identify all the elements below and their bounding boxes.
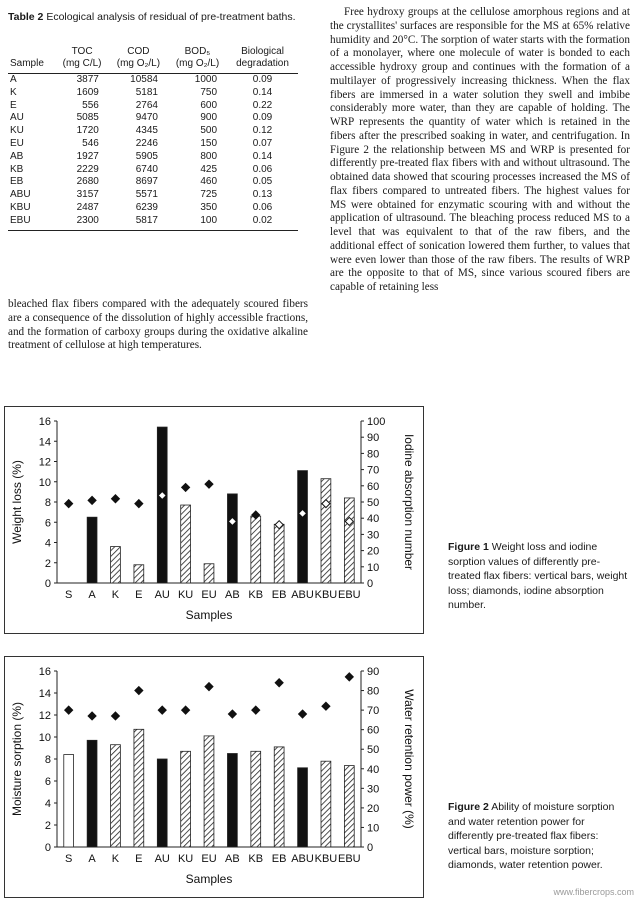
table-cell: 4345	[135, 125, 158, 137]
table-row	[8, 176, 298, 189]
right-tick-label: 90	[367, 666, 380, 678]
bar-ABU	[298, 471, 308, 583]
table-cell: 10584	[130, 74, 158, 85]
table-cell: 0.02	[227, 215, 298, 230]
table-cell: 546	[82, 137, 99, 149]
right-tick-label: 70	[367, 464, 380, 477]
table-cell-sample: EBU	[8, 215, 55, 230]
table-row	[8, 100, 298, 113]
left-tick-label: 4	[44, 798, 51, 810]
left-tick-label: 10	[38, 476, 51, 489]
diamond-AU	[158, 706, 166, 714]
right-tick-label: 50	[367, 744, 380, 757]
diamond-K	[111, 712, 119, 720]
left-tick-label: 16	[38, 416, 51, 428]
bar-KBU	[321, 761, 331, 847]
table-cell: 0.07	[252, 137, 273, 149]
right-axis-title: Iodine absorption number	[402, 433, 416, 571]
table-cell-sample: K	[10, 86, 17, 98]
figure-1-svg	[5, 407, 423, 633]
figure-1-chart	[4, 406, 424, 634]
bar-AU	[157, 427, 167, 583]
table-2-caption	[8, 10, 308, 24]
table-cell: 3877	[76, 74, 99, 85]
figure-1-label: Figure 1	[448, 541, 489, 553]
left-column-text: bleached flax fibers compared with the adequately scoured fibers are a consequence of the dissolution of highly accessible fractions, and the formation of carboxy groups during the oxidative alkaline treatment of cellulose at high temperatures.	[8, 298, 308, 352]
right-tick-label: 20	[367, 802, 380, 815]
figure-2-svg	[5, 657, 423, 897]
table-cell: 3157	[76, 189, 99, 201]
left-tick-label: 0	[44, 842, 51, 854]
table-header-row	[8, 46, 298, 74]
table-cell-sample: AU	[10, 112, 24, 124]
bar-EBU	[344, 766, 354, 847]
left-axis-title: Moisture sorption (%)	[10, 701, 24, 817]
x-tick-label: KB	[248, 853, 264, 865]
bar-EBU	[344, 498, 354, 583]
col-header-toc: TOC (mg C/L)	[55, 46, 109, 74]
bar-KB	[251, 751, 261, 847]
table-cell: 0.06	[252, 201, 273, 213]
diamond-EU	[205, 480, 213, 488]
table-cell: 9470	[135, 112, 158, 124]
diamond-E	[135, 687, 143, 695]
x-tick-label: E	[135, 589, 143, 601]
right-tick-label: 80	[367, 448, 380, 461]
table-cell: 5905	[135, 150, 158, 162]
right-tick-label: 50	[367, 497, 380, 509]
right-column-text: Free hydroxy groups at the cellulose amorphous regions and at the crystallites' surfaces are responsible for the MS at 65% relative humidity and 20°C. The sorption of water starts with the formation of a monolayer, where one molecule of water is bonded to each accessible hydroxy group and continues with the formation of a multilayer of progressively increasing thickness. When the flax fibers are immersed in a water solution they swell and imbibe considerably more water, than they are capable of holding. The WRP represents the quantity of water which is retained in the fibers after the prescribed soaking in water, and centrifugation. In Figure 2 the relationship between MS and WRP is presented for differently pre-treated flax fibers with and without ultrasound. The obtained data showed that scouring processes increased the MS of flax fibers compared to untreated fibers. The highest values for MS were obtained for enzymatic scouring with and without the application of ultrasound. The bleaching process reduced MS to a level that was equivalent to that of the raw fibers, and the additional effect of sonication lowered them further, to values that were even lower than those of the raw fibers. The results of WRP are the opposite to that of MS, since various scoured fibers are capable of retaining less	[330, 6, 630, 293]
table-cell-sample: EB	[10, 176, 24, 188]
figure-2-label: Figure 2	[448, 801, 489, 813]
table-cell: 750	[200, 86, 218, 98]
table-cell: 0.14	[252, 86, 273, 98]
bar-E	[134, 729, 144, 847]
table-cell: 2680	[76, 176, 99, 188]
right-axis-title: Water retention power (%)	[402, 689, 416, 829]
x-tick-label: EBU	[337, 853, 361, 865]
right-tick-label: 40	[367, 513, 380, 526]
x-tick-label: K	[111, 589, 120, 601]
table-cell: 0.09	[252, 74, 273, 85]
table-cell: 350	[200, 201, 218, 213]
table-cell: 0.06	[252, 163, 273, 175]
table-row	[8, 87, 298, 100]
table-cell: 425	[200, 163, 218, 175]
table-cell: 0.13	[252, 189, 273, 201]
table-cell: 725	[200, 189, 218, 201]
table-cell: 2300	[55, 215, 109, 230]
diamond-KBU	[322, 702, 330, 710]
table-cell: 500	[200, 125, 218, 137]
left-tick-label: 12	[38, 710, 51, 722]
right-tick-label: 10	[367, 561, 380, 574]
x-tick-label: AB	[225, 589, 240, 601]
table-cell-sample: ABU	[10, 189, 31, 201]
table-cell: 2764	[135, 99, 158, 111]
col-header-bod: BOD₅ (mg O₂/L)	[168, 46, 227, 74]
watermark-text: www.fibercrops.com	[553, 887, 634, 897]
left-tick-label: 14	[38, 688, 51, 700]
diamond-EU	[205, 683, 213, 691]
x-tick-label: A	[88, 853, 96, 865]
left-tick-label: 14	[38, 436, 51, 449]
col-header-sample: Sample	[8, 46, 55, 74]
table-cell: 6740	[135, 163, 158, 175]
x-tick-label: AU	[154, 853, 170, 865]
col-header-cod: COD (mg O₂/L)	[109, 46, 168, 74]
x-tick-label: E	[135, 853, 143, 865]
x-tick-label: KU	[177, 589, 194, 601]
bar-EU	[204, 736, 214, 847]
table-row	[8, 138, 298, 151]
bar-KU	[181, 751, 191, 847]
col-header-biodeg: Biological degradation	[227, 46, 298, 74]
table-cell: 5181	[135, 86, 158, 98]
table-cell-sample: KU	[10, 125, 24, 137]
x-tick-label: KBU	[314, 589, 338, 601]
right-tick-label: 60	[367, 724, 380, 737]
figure-1-caption	[448, 540, 628, 613]
right-tick-label: 70	[367, 705, 380, 718]
table-cell: 2229	[76, 163, 99, 175]
table-cell: 900	[200, 112, 218, 124]
x-tick-label: EB	[271, 589, 287, 601]
x-axis-title: Samples	[185, 872, 233, 886]
table-cell: 8697	[135, 176, 158, 188]
bar-AB	[227, 494, 237, 583]
left-tick-label: 4	[44, 537, 51, 550]
table-cell: 556	[82, 99, 99, 111]
x-tick-label: ABU	[291, 853, 314, 865]
diamond-E	[135, 500, 143, 508]
diamond-S	[65, 500, 73, 508]
left-tick-label: 10	[38, 732, 51, 744]
bar-A	[87, 740, 97, 847]
x-tick-label: EB	[271, 853, 287, 865]
table-cell: 100	[168, 215, 227, 230]
diamond-KU	[182, 706, 190, 714]
table-cell: 0.09	[252, 112, 273, 124]
figure-2-caption-text: Ability of moisture sorption and water retention power for differently pre-treated flax fibers: vertical bars, moisture sorption; diamonds, water retention power.	[448, 801, 615, 871]
diamond-ABU	[299, 710, 307, 718]
bar-KU	[181, 505, 191, 583]
x-tick-label: ABU	[291, 589, 314, 601]
right-tick-label: 0	[367, 578, 374, 590]
left-tick-label: 6	[44, 517, 51, 530]
bar-KBU	[321, 479, 331, 583]
right-tick-label: 10	[367, 822, 380, 835]
table-cell: 0.05	[252, 176, 273, 188]
table-row	[8, 74, 298, 87]
x-tick-label: EU	[201, 589, 217, 601]
table-cell-sample: E	[10, 99, 17, 111]
table-cell: 800	[200, 150, 218, 162]
table-2-caption-text: Ecological analysis of residual of pre-treatment baths.	[46, 11, 296, 23]
diamond-EBU	[345, 673, 353, 681]
bar-E	[134, 565, 144, 583]
diamond-A	[88, 712, 96, 720]
bar-K	[111, 547, 121, 583]
table-cell-sample: EU	[10, 137, 24, 149]
table-cell: 460	[200, 176, 218, 188]
table-row	[8, 125, 298, 138]
table-cell: 150	[200, 137, 218, 149]
right-tick-label: 80	[367, 685, 380, 698]
table-2	[8, 46, 298, 231]
table-cell: 0.14	[252, 150, 273, 162]
table-cell: 1000	[194, 74, 218, 85]
table-cell: 0.22	[252, 99, 273, 111]
diamond-KU	[182, 483, 190, 491]
table-row	[8, 202, 298, 215]
left-tick-label: 8	[44, 497, 51, 509]
x-tick-label: AB	[225, 853, 240, 865]
bar-AU	[157, 759, 167, 847]
left-tick-label: 12	[38, 456, 51, 469]
right-tick-label: 30	[367, 783, 380, 796]
diamond-K	[111, 495, 119, 503]
x-tick-label: EBU	[337, 589, 361, 601]
right-tick-label: 90	[367, 432, 380, 445]
table-cell: 1609	[76, 86, 99, 98]
table-cell: 600	[200, 99, 218, 111]
x-tick-label: EU	[201, 853, 217, 865]
table-cell-sample: KBU	[10, 201, 31, 213]
x-tick-label: S	[65, 853, 73, 865]
figure-2-chart	[4, 656, 424, 898]
table-row	[8, 112, 298, 125]
bar-EB	[274, 747, 284, 847]
diamond-S	[65, 706, 73, 714]
table-row	[8, 151, 298, 164]
left-axis-title: Weight loss (%)	[10, 460, 24, 544]
table-cell: 2246	[135, 137, 158, 149]
left-tick-label: 0	[44, 578, 51, 590]
table-cell: 2487	[76, 201, 99, 213]
diamond-KB	[252, 706, 260, 714]
table-cell-sample: AB	[10, 150, 24, 162]
left-tick-label: 16	[38, 666, 51, 678]
left-tick-label: 2	[44, 557, 51, 570]
table-cell: 1927	[76, 150, 99, 162]
table-cell: 5085	[76, 112, 99, 124]
bar-KB	[251, 516, 261, 583]
x-tick-label: AU	[154, 589, 170, 601]
table-cell: 5571	[135, 189, 158, 201]
right-tick-label: 20	[367, 545, 380, 558]
table-cell: 6239	[135, 201, 158, 213]
x-tick-label: KU	[177, 853, 194, 865]
x-axis-title: Samples	[185, 608, 233, 622]
x-tick-label: KBU	[314, 853, 338, 865]
diamond-AB	[228, 710, 236, 718]
bar-K	[111, 745, 121, 847]
table-cell-sample: KB	[10, 163, 24, 175]
right-tick-label: 40	[367, 763, 380, 776]
bar-S	[64, 755, 74, 847]
x-tick-label: S	[65, 589, 73, 601]
bar-EB	[274, 524, 284, 583]
right-tick-label: 60	[367, 480, 380, 493]
diamond-A	[88, 496, 96, 504]
x-tick-label: A	[88, 589, 96, 601]
bar-EU	[204, 564, 214, 583]
table-cell: 1720	[76, 125, 99, 137]
figure-2-caption	[448, 800, 628, 873]
figure-1-caption-text: Weight loss and iodine sorption values of differently pre-treated flax fibers: vertical bars, weight loss; diamonds, iodine absorption number.	[448, 541, 628, 611]
left-tick-label: 6	[44, 776, 51, 788]
bar-AB	[227, 754, 237, 848]
bar-ABU	[298, 768, 308, 847]
left-tick-label: 2	[44, 820, 51, 832]
table-cell: 0.12	[252, 125, 273, 137]
x-tick-label: K	[111, 853, 120, 865]
table-row	[8, 164, 298, 177]
table-cell: 5817	[109, 215, 168, 230]
table-row	[8, 189, 298, 202]
left-tick-label: 8	[44, 754, 51, 766]
right-tick-label: 0	[367, 842, 374, 854]
x-tick-label: KB	[248, 589, 264, 601]
bar-A	[87, 517, 97, 583]
table-cell-sample: A	[10, 74, 17, 85]
table-2-label: Table 2	[8, 11, 44, 23]
right-tick-label: 30	[367, 529, 380, 542]
right-tick-label: 100	[367, 416, 386, 428]
diamond-EB	[275, 679, 283, 687]
table-row	[8, 215, 298, 230]
